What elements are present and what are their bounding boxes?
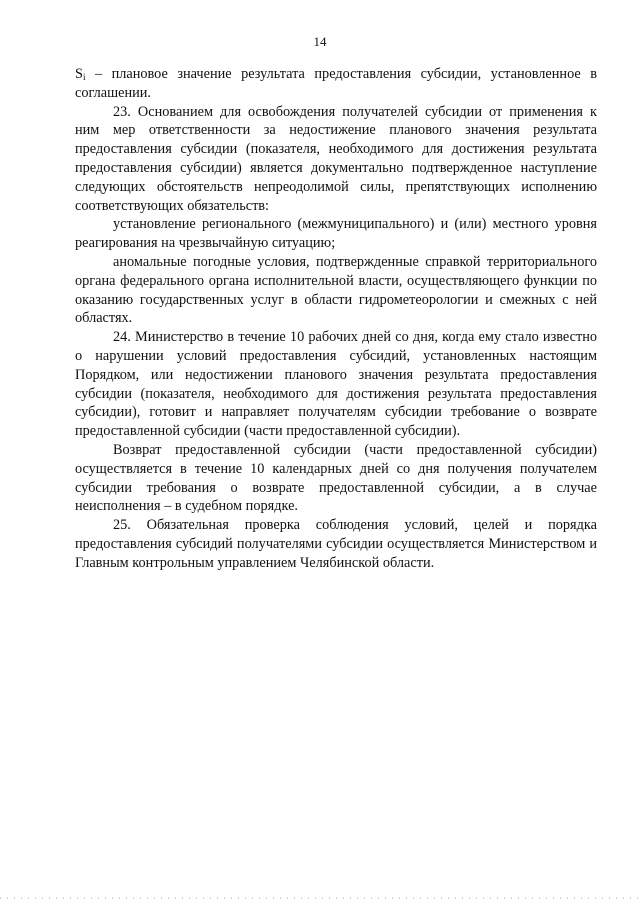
paragraph-23-item-2: аномальные погодные условия, подтвержденные справкой территориального органа федерального органа исполнительной власти, осуществляющего функции по оказанию государственных услуг в области гидрометеорологии и смежных с ней областях. [75, 253, 597, 327]
paragraph-23-item-1: установление регионального (межмуниципального) и (или) местного уровня реагирования на чрезвычайную ситуацию; [75, 216, 597, 252]
paragraph-24-return: Возврат предоставленной субсидии (части предоставленной субсидии) осуществляется в течение 10 календарных дней со дня получения получателем субсидии требования о возврате предоставленной субсидии, а в случае неисполнения – в судебном порядке. [75, 441, 597, 515]
paragraph-24: 24. Министерство в течение 10 рабочих дней со дня, когда ему стало известно о нарушении условий предоставления субсидий, установленных настоящим Порядком, или недостижении планового значения результата предоставления субсидии (показателя, необходимого для достижения результата предоставления субсидии), готовит и направляет получателям субсидии требование о возврате предоставленной субсидии (части предоставленной субсидии). [75, 329, 597, 440]
page-number: 14 [313, 34, 327, 49]
si-definition-text: – плановое значение результата предоставления субсидии, установленное в соглашении. [75, 66, 597, 101]
si-subscript: i [82, 72, 86, 82]
document-body [75, 65, 597, 573]
scan-edge-artifact [0, 897, 640, 899]
paragraph-si-definition [75, 65, 597, 103]
paragraph-25: 25. Обязательная проверка соблюдения условий, целей и порядка предоставления субсидий получателями субсидии осуществляется Министерством и Главным контрольным управлением Челябинской области. [75, 517, 597, 571]
si-symbol: S [75, 66, 83, 82]
paragraph-23: 23. Основанием для освобождения получателей субсидии от применения к ним мер ответственности за недостижение планового значения результата предоставления субсидии (показателя, необходимого для достижения результата предоставления субсидии) является документально подтвержденное наступление следующих обстоятельств непреодолимой силы, препятствующих исполнению соответствующих обязательств: [75, 103, 597, 214]
